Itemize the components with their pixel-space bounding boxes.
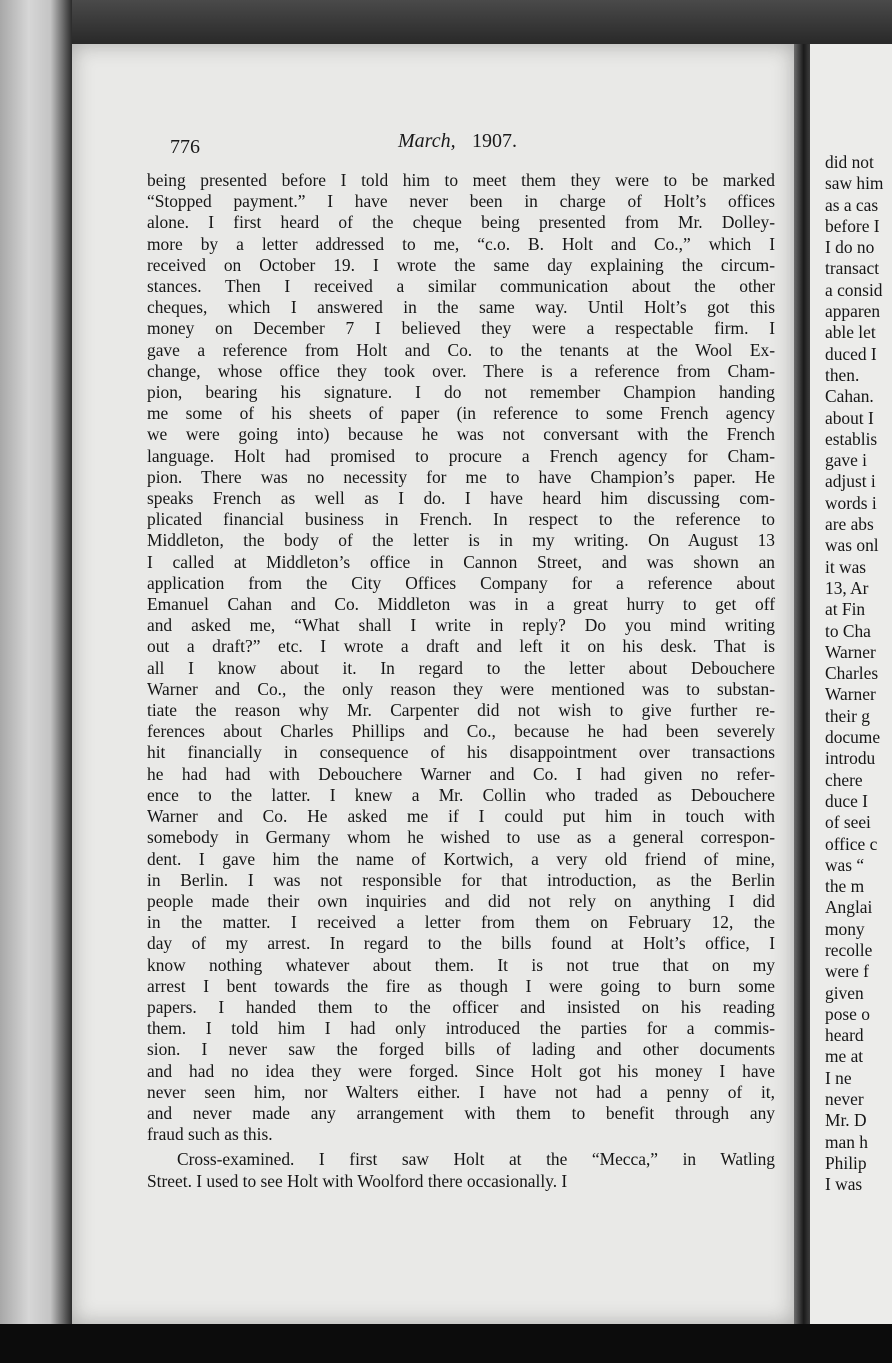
text-line: received on October 19. I wrote the same day explaining the circum- [147, 254, 775, 275]
text-line: ence to the latter. I knew a Mr. Collin who traded as Debouchere [147, 784, 775, 805]
running-head [170, 130, 730, 160]
text-line: never seen him, nor Walters either. I have not had a penny of it, [147, 1081, 775, 1102]
facing-page-line: at Fin [825, 599, 866, 620]
text-line: know nothing whatever about them. It is not true that on my [147, 954, 775, 975]
text-line: sion. I never saw the forged bills of lading and other documents [147, 1039, 775, 1060]
facing-page-line: was onl [825, 535, 879, 556]
text-line: cheques, which I answered in the same way. Until Holt’s got this [147, 297, 775, 318]
text-line: arrest I bent towards the fire as though I were going to burn some [147, 975, 775, 996]
text-line: ferences about Charles Phillips and Co., because he had been severely [147, 721, 775, 742]
facing-page-line: transact [825, 258, 880, 279]
main-text-column [147, 170, 775, 1192]
text-line: gave a reference from Holt and Co. to the tenants at the Wool Ex- [147, 339, 775, 360]
facing-page-line: to Cha [825, 620, 871, 641]
text-line: tiate the reason why Mr. Carpenter did not wish to give further re- [147, 700, 775, 721]
facing-page-line: docume [825, 727, 881, 748]
scan-left-margin [0, 0, 72, 1363]
facing-page-line: words i [825, 492, 877, 513]
text-line: “Stopped payment.” I have never been in charge of Holt’s offices [147, 191, 775, 212]
facing-page-line: man h [825, 1131, 868, 1152]
facing-page-line: I ne [825, 1067, 852, 1088]
facing-page-line: heard [825, 1025, 864, 1046]
facing-page-line: introdu [825, 748, 876, 769]
facing-page-line: about I [825, 407, 874, 428]
facing-page-line: I was [825, 1174, 863, 1195]
facing-page-line: office c [825, 833, 878, 854]
facing-page-line: establis [825, 428, 878, 449]
text-line: stances. Then I received a similar communication about the other [147, 276, 775, 297]
text-line: papers. I handed them to the officer and insisted on his reading [147, 996, 775, 1017]
facing-page-line: Warner [825, 684, 876, 705]
text-line: we were going into) because he was not conversant with the French [147, 424, 775, 445]
facing-page-line: adjust i [825, 471, 876, 492]
text-line: somebody in Germany whom he wished to use as a general correspon- [147, 827, 775, 848]
facing-page-line: saw him [825, 173, 884, 194]
text-line: day of my arrest. In regard to the bills found at Holt’s office, I [147, 933, 775, 954]
facing-page-text-column [825, 152, 892, 1196]
text-line: pion. There was no necessity for me to have Champion’s paper. He [147, 466, 775, 487]
facing-page-line: their g [825, 705, 870, 726]
text-line: plicated financial business in French. In respect to the reference to [147, 509, 775, 530]
text-line: and never made any arrangement with them to benefit through any [147, 1102, 775, 1123]
facing-page-line: recolle [825, 939, 873, 960]
text-line: hit financially in consequence of his disappointment over transactions [147, 742, 775, 763]
facing-page-line: duced I [825, 343, 877, 364]
text-line: and had no idea they were forged. Since Holt got his money I have [147, 1060, 775, 1081]
facing-page-line: the m [825, 876, 865, 897]
text-line: fraud such as this. [147, 1124, 273, 1145]
text-line: Cross-examined. I first saw Holt at the “Mecca,” in Watling [177, 1149, 775, 1170]
facing-page-line: of seei [825, 812, 871, 833]
text-line: more by a letter addressed to me, “c.o. B. Holt and Co.,” which I [147, 233, 775, 254]
text-line: Emanuel Cahan and Co. Middleton was in a great hurry to get off [147, 594, 775, 615]
text-line: change, whose office they took over. There is a reference from Cham- [147, 360, 775, 381]
facing-page-line: Warner [825, 641, 876, 662]
text-line: Warner and Co., the only reason they were mentioned was to substan- [147, 678, 775, 699]
book-gutter [794, 44, 810, 1324]
facing-page-line: a consid [825, 279, 883, 300]
text-line: money on December 7 I believed they were a respectable firm. I [147, 318, 775, 339]
facing-page-line: did not [825, 152, 874, 172]
text-line: language. Holt had promised to procure a French agency for Cham- [147, 445, 775, 466]
facing-page-line: gave i [825, 450, 868, 471]
scan-bottom-edge [0, 1324, 892, 1363]
text-line: alone. I first heard of the cheque being presented from Mr. Dolley- [147, 212, 775, 233]
facing-page-line: are abs [825, 514, 874, 535]
facing-page-line: me at [825, 1046, 864, 1067]
text-line: Middleton, the body of the letter is in my writing. On August 13 [147, 530, 775, 551]
text-line: out a draft?” etc. I wrote a draft and left it on his desk. That is [147, 636, 775, 657]
facing-page-line: apparen [825, 301, 881, 322]
facing-page-line: Mr. D [825, 1110, 867, 1131]
facing-page-line: chere [825, 769, 863, 790]
facing-page-line: pose o [825, 1003, 870, 1024]
text-line: he had had with Debouchere Warner and Co. I had given no refer- [147, 763, 775, 784]
running-head-year: 1907. [472, 130, 517, 152]
facing-page-line: never [825, 1089, 864, 1110]
facing-page-line: was “ [825, 854, 865, 875]
facing-page-line: as a cas [825, 194, 879, 215]
text-line: in Berlin. I was not responsible for that introduction, as the Berlin [147, 869, 775, 890]
running-head-month: March, [398, 130, 456, 152]
facing-page-line: 13, Ar [825, 577, 869, 598]
facing-page-line: were f [825, 961, 869, 982]
text-line: being presented before I told him to meet them they were to be marked [147, 170, 775, 190]
facing-page-line: Philip [825, 1152, 867, 1173]
text-line: them. I told him I had only introduced the parties for a commis- [147, 1018, 775, 1039]
facing-page-line: Charles [825, 663, 879, 684]
facing-page-line: it was [825, 556, 867, 577]
facing-page-line: duce I [825, 790, 868, 811]
facing-page-line: Anglai [825, 897, 873, 918]
facing-page-line: before I [825, 215, 880, 236]
facing-page-line: given [825, 982, 864, 1003]
facing-page-line: Cahan. [825, 386, 874, 407]
text-line: I called at Middleton’s office in Cannon Street, and was shown an [147, 551, 775, 572]
page-number: 776 [170, 136, 200, 158]
text-line: dent. I gave him the name of Kortwich, a very old friend of mine, [147, 848, 775, 869]
text-line: Warner and Co. He asked me if I could put him in touch with [147, 806, 775, 827]
text-line: people made their own inquiries and did not rely on anything I did [147, 890, 775, 911]
facing-page-line: I do no [825, 237, 875, 258]
facing-page-line: mony [825, 918, 865, 939]
text-line: Street. I used to see Holt with Woolford there occasionally. I [147, 1170, 568, 1191]
text-line: all I know about it. In regard to the letter about Debouchere [147, 657, 775, 678]
text-line: pion, bearing his signature. I do not remember Champion handing [147, 382, 775, 403]
facing-page-line: able let [825, 322, 876, 343]
text-line: speaks French as well as I do. I have heard him discussing com- [147, 488, 775, 509]
text-line: application from the City Offices Company for a reference about [147, 572, 775, 593]
text-line: and asked me, “What shall I write in reply? Do you mind writing [147, 615, 775, 636]
text-line: me some of his sheets of paper (in reference to some French agency [147, 403, 775, 424]
facing-page-line: then. [825, 364, 860, 385]
text-line: in the matter. I received a letter from them on February 12, the [147, 912, 775, 933]
